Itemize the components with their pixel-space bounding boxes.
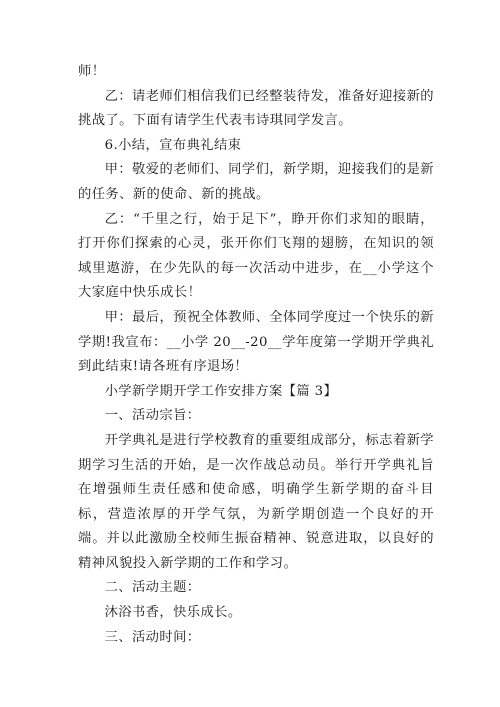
section-heading-time: 三、活动时间： <box>104 629 201 645</box>
paragraph-closing-line: 师！ <box>78 64 106 79</box>
section-heading-theme: 二、活动主题： <box>104 580 201 596</box>
paragraph-yi-response: 乙：请老师们相信我们已经整装待发，准备好迎接新的挑战了。下面有请学生代表韦诗琪同学发言。 <box>78 88 434 129</box>
paragraph-yi-encouragement: 乙：“千里之行，始于足下”，睁开你们求知的眼睛，打开你们探索的心灵，张开你们飞翔的翅膀，在知识的领域里遨游，在少先队的每一次活动中进步，在__小学这个大家庭中快乐成长！ <box>78 211 434 301</box>
document-page <box>78 60 434 650</box>
section-heading-purpose: 一、活动宗旨： <box>104 408 201 424</box>
paragraph-theme-body: 沐浴书香，快乐成长。 <box>104 605 242 621</box>
paragraph-jia-closing: 甲：最后，预祝全体教师、全体同学度过一个快乐的新学期!我宣布：__小学 20__-20__学年度第一学期开学典礼到此结束!请各班有序退场！ <box>78 309 434 375</box>
paragraph-purpose-body: 开学典礼是进行学校教育的重要组成部分，标志着新学期学习生活的开始，是一次作战总动员。举行开学典礼旨在增强师生责任感和使命感，明确学生新学期的奋斗目标，营造浓厚的开学气氛，为新学期创造一个良好的开端。并以此激励全校师生振奋精神、锐意进取，以良好的精神风貌投入新学期的工作和学习。 <box>78 432 434 571</box>
article-title: 小学新学期开学工作安排方案【篇 3】 <box>104 383 338 399</box>
paragraph-jia-greeting: 甲：敬爱的老师们、同学们，新学期，迎接我们的是新的任务、新的使命、新的挑战。 <box>78 162 434 202</box>
section-heading-summary: 6.小结，宣布典礼结束 <box>104 137 242 153</box>
